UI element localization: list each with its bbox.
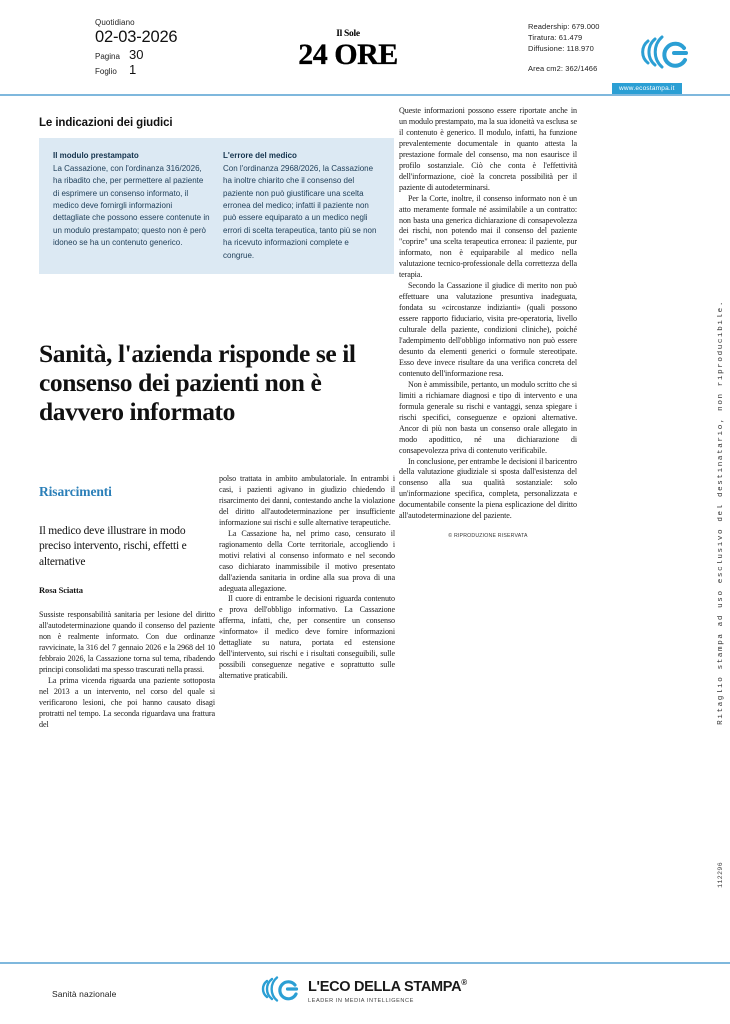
masthead-24ore-text: 24 ORE (298, 37, 398, 71)
info-box-text: La Cassazione, con l'ordinanza 316/2026, ha ribadito che, per permettere al paziente di esprimere un consenso informato, il medico deve fornirgli informazioni dettagliate che possono essere contenute in un modulo prestampato; questo non è però idoneo se ha un contenuto generico. (53, 163, 210, 248)
page-value: 30 (129, 47, 144, 63)
clipping-code: 112296 (717, 862, 724, 888)
paragraph: La prima vicenda riguarda una paziente sottoposta nel 2013 a un intervento, nel corso del quale si verificarono lesioni, che poi hanno causato disagi protratti nel tempo. La seconda riguardava una frattura del (39, 675, 215, 729)
footer-divider-rule (0, 962, 730, 964)
ecostampa-url[interactable]: www.ecostampa.it (612, 83, 682, 94)
article-headline: Sanità, l'azienda risponde se il consenso dei pazienti non è davvero informato (39, 339, 356, 427)
footer-logo-text (308, 978, 467, 1004)
paragraph: Sussiste responsabilità sanitaria per lesione del diritto all'autodeterminazione quando il consenso del paziente non è realmente informato. Con due ordinanze ravvicinate, la 316 del 7 gennaio 2026 e la 2968 del 10 febbraio 2026, la Cassazione torna sul tema, ribadendo principi consolidati ma spesso trascurati nella prassi. (39, 610, 215, 674)
footer-category-label: Sanità nazionale (52, 989, 117, 999)
page-meta-row (95, 48, 275, 63)
paragraph: In conclusione, per entrambe le decisioni il baricentro della valutazione giudiziale si sposta dall'esistenza del consenso alla sua qualità sostanziale: solo un'informazione specifica, completa, personalizzata e documentabile consente la piena esplicazione del diritto all'autodeterminazione del paziente. (399, 456, 577, 521)
info-box-column-2 (223, 151, 380, 262)
paragraph: La Cassazione ha, nel primo caso, censurato il ragionamento della Corte territoriale, accogliendo i motivi relativi al consenso informato e nel secondo caso dichiarato inammissibile il motivo presentato dall'azienda sanitaria in ordine alla sua prova di una adeguata allegazione. (219, 528, 395, 593)
paragraph: Non è ammissibile, pertanto, un modulo scritto che si limiti a richiamare diagnosi e tipo di intervento e una formula generale su rischi e vantaggi, senza spiegare i rischi specifici, conseguenze e opzioni alternative. Ancor di più non basta un consenso orale allegato in modo apodittico, né una dichiarazione di consapevolezza priva di contenuto verificabile. (399, 379, 577, 455)
ecostampa-mark-icon (258, 972, 302, 1009)
copyright-notice: © RIPRODUZIONE RISERVATA (448, 533, 528, 540)
article-column-1 (39, 610, 215, 730)
area-value: Area cm2: 362/1466 (528, 63, 598, 73)
ilsole24ore-masthead-logo (283, 30, 413, 69)
diffusione-value: Diffusione: 118.970 (528, 43, 594, 53)
article-body (0, 96, 730, 956)
article-byline: Rosa Sciatta (39, 585, 83, 595)
sheet-meta-row (95, 63, 275, 78)
sheet-value: 1 (129, 62, 137, 78)
paragraph: Per la Corte, inoltre, il consenso informato non è un atto meramente formale né assimilabile a un contratto: non basta una generica dichiarazione di consapevolezza dei rischi, non potendo mai il consenso del paziente "coprire" una scelta terapeutica erronea: il paziente, pur informato, non è equiparabile al medico nella valutazione tecnico-professionale della correttezza della terapia. (399, 193, 577, 280)
readership-value: Readership: 679.000 (528, 22, 600, 31)
paragraph: polso trattata in ambito ambulatoriale. In entrambi i casi, i pazienti agivano in giudizio chiedendo il risarcimento dei danni, contestando anche la violazione del diritto all'autodeterminazione per insufficiente informazione sui rischi e sulle alternative terapeutiche. (219, 474, 395, 527)
page-label: Pagina (95, 52, 120, 62)
article-column-2 (219, 474, 395, 682)
info-box-column-1 (53, 151, 210, 262)
article-occhiello: Risarcimenti (39, 484, 112, 499)
info-box-text: Con l'ordinanza 2968/2026, la Cassazione ha inoltre chiarito che il consenso del paziente non può giustificare una scelta erronea del medico; infatti il paziente non può essere equiparato a un medico negli errori di scelta terapeutica, tanto più se non ha ricevuto informazioni complete e congrue. (223, 163, 377, 260)
footer-logo-tagline: LEADER IN MEDIA INTELLIGENCE (308, 997, 414, 1004)
publication-type: Quotidiano (95, 18, 135, 27)
circulation-stats (528, 22, 600, 75)
footer-logo-main: L'ECO DELLA STAMPA® (308, 977, 467, 995)
paragraph: Il cuore di entrambe le decisioni riguarda contenuto e prova dell'obbligo informativo. La Cassazione afferma, infatti, che, per consentire un consenso «informato» il medico deve fornire informazioni dettagliate su natura, portata ed estensione dell'intervento, sui rischi e i risultati conseguibili, sulle possibili conseguenze negative e soprattutto sulle alternative praticabili. (219, 594, 395, 681)
paragraph: Queste informazioni possono essere riportate anche in un modulo prestampato, ma la sua idoneità va esclusa se il contenuto è generico. Il modulo, infatti, ha funzione prevalentemente documentale in quanto attesta la prestazione formale del consenso, ma non esaurisce il profilo sostanziale. Ciò che conta è l'effettività dell'informazione, cioè la concreta possibilità per il paziente di autodeterminarsi. (399, 106, 577, 192)
info-box-title: Il modulo prestampato (53, 151, 139, 160)
ecodellastampa-footer-logo (258, 972, 467, 1009)
tiratura-value: Tiratura: 61.479 (528, 32, 583, 42)
clipping-header (0, 0, 730, 96)
publication-meta (95, 18, 275, 78)
masthead-ilsole-text: Il Sole (336, 29, 360, 39)
sheet-label: Foglio (95, 67, 117, 77)
registered-mark-icon: ® (461, 977, 467, 987)
clipping-usage-note: Ritaglio stampa ad uso esclusivo del destinatario, non riproducibile. (717, 300, 725, 725)
ecostampa-logo-icon (636, 30, 692, 72)
section-kicker: Le indicazioni dei giudici (39, 117, 173, 129)
article-column-3 (399, 106, 577, 540)
paragraph: Secondo la Cassazione il giudice di merito non può effettuare una valutazione presuntiva inadeguata, fondata su «circostanze indizianti» (quali possono essere rapporto fiduciario, visita pre-operatoria, livello culturale della paziente, condizioni cliniche), poiché l'adempimento dell'obbligo informativo non può essere desunto da elementi generici o formule stereotipate. Esso deve invece risultare da una verifica concreta del contenuto dell'informazione resa. (399, 281, 577, 378)
publication-date: 02-03-2026 (95, 28, 178, 46)
info-box (39, 138, 394, 274)
article-subheadline: Il medico deve illustrare in modo preciso intervento, rischi, effetti e alternative (39, 525, 187, 568)
info-box-title: L'errore del medico (223, 151, 297, 160)
stats-spacer (528, 55, 600, 64)
